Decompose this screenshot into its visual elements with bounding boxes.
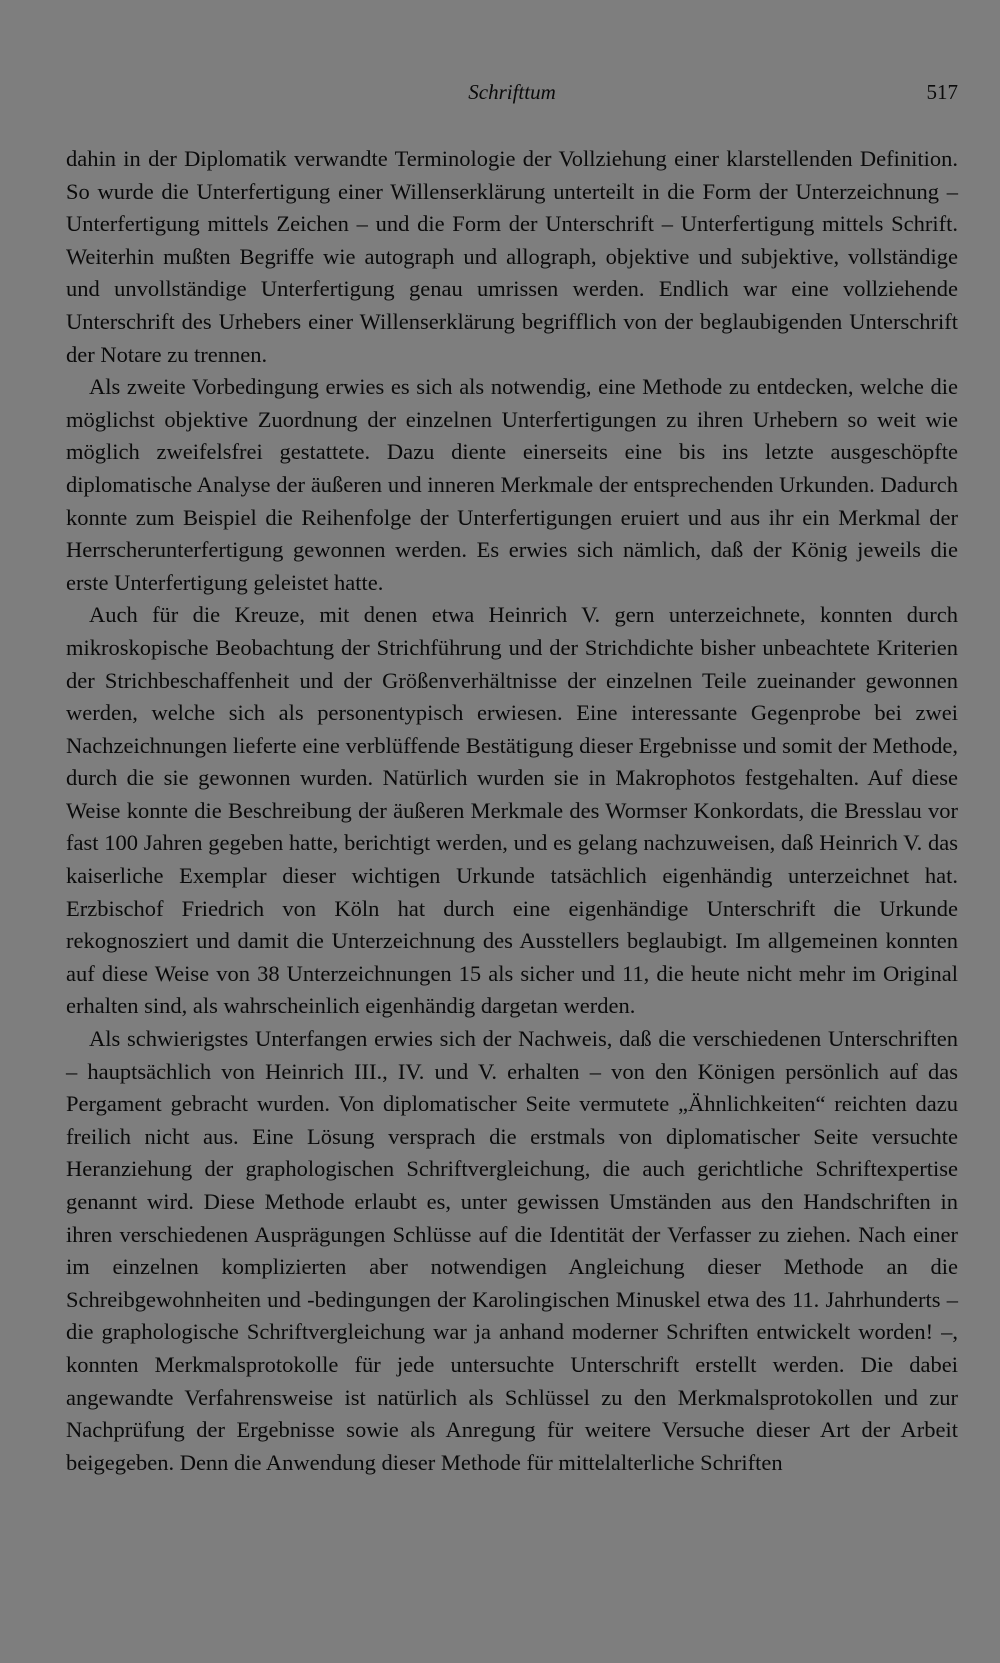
paragraph-3: Auch für die Kreuze, mit denen etwa Heinrich V. gern unterzeichnete, konnten durch mikroskopische Beobachtung der Strichführung und der Strichdichte bisher unbeachtete Kriterien der Strichbeschaffenheit und der Größenverhältnisse der einzelnen Teile zueinander gewonnen werden, welche sich als personentypisch erwiesen. Eine interessante Gegenprobe bei zwei Nachzeichnungen lieferte eine verblüffende Bestätigung dieser Ergebnisse und somit der Methode, durch die sie gewonnen wurden. Natürlich wurden sie in Makrophotos festgehalten. Auf diese Weise konnte die Beschreibung der äußeren Merkmale des Wormser Konkordats, die Bresslau vor fast 100 Jahren gegeben hatte, berichtigt werden, und es gelang nachzuweisen, daß Heinrich V. das kaiserliche Exemplar dieser wichtigen Urkunde tatsächlich eigenhändig unterzeichnet hat. Erzbischof Friedrich von Köln hat durch eine eigenhändige Unterschrift die Urkunde rekognosziert und damit die Unterzeichnung des Ausstellers beglaubigt. Im allgemeinen konnten auf diese Weise von 38 Unterzeichnungen 15 als sicher und 11, die heute nicht mehr im Original erhalten sind, als wahrscheinlich eigenhändig dargetan werden. — [66, 602, 958, 1019]
page-number: 517 — [926, 80, 958, 104]
running-title: Schrifttum — [468, 80, 556, 104]
paragraph-2: Als zweite Vorbedingung erwies es sich als notwendig, eine Methode zu entdecken, welche die möglichst objektive Zuordnung der einzelnen Unterfertigungen zu ihren Urhebern so weit wie möglich zweifelsfrei gestattete. Dazu diente einerseits eine bis ins letzte ausgeschöpfte diplomatische Analyse der äußeren und inneren Merkmale der entsprechenden Urkunden. Dadurch konnte zum Beispiel die Reihenfolge der Unterfertigungen eruiert und aus ihr ein Merkmal der Herrscherunterfertigung gewonnen werden. Es erwies sich nämlich, daß der König jeweils die erste Unterfertigung geleistet hatte. — [66, 374, 958, 595]
paragraph-1: dahin in der Diplomatik verwandte Terminologie der Vollziehung einer klarstellenden Definition. So wurde die Unterfertigung einer Willenserklärung unterteilt in die Form der Unterzeichnung – Unterfertigung mittels Zeichen – und die Form der Unterschrift – Unterfertigung mittels Schrift. Weiterhin mußten Begriffe wie autograph und allograph, objektive und subjektive, vollständige und unvollständige Unterfertigung genau umrissen werden. Endlich war eine vollziehende Unterschrift des Urhebers einer Willenserklärung begrifflich von der beglaubigenden Unterschrift der Notare zu trennen. — [66, 146, 958, 367]
running-head — [66, 80, 958, 110]
paragraph-4: Als schwierigstes Unterfangen erwies sich der Nachweis, daß die verschiedenen Unterschriften – hauptsächlich von Heinrich III., IV. und V. erhalten – von den Königen persönlich auf das Pergament gebracht wurden. Von diplomatischer Seite vermutete „Ähnlichkeiten“ reichten dazu freilich nicht aus. Eine Lösung versprach die erstmals von diplomatischer Seite versuchte Heranziehung der graphologischen Schriftvergleichung, die auch gerichtliche Schriftexpertise genannt wird. Diese Methode erlaubt es, unter gewissen Umständen aus den Handschriften in ihren verschiedenen Ausprägungen Schlüsse auf die Identität der Verfasser zu ziehen. Nach einer im einzelnen komplizierten aber notwendigen Angleichung dieser Methode an die Schreibgewohnheiten und -bedingungen der Karolingischen Minuskel etwa des 11. Jahrhunderts – die graphologische Schriftvergleichung war ja anhand moderner Schriften entwickelt worden! –, konnten Merkmalsprotokolle für jede untersuchte Unterschrift erstellt werden. Die dabei angewandte Verfahrensweise ist natürlich als Schlüssel zu den Merkmalsprotokollen und zur Nachprüfung der Ergebnisse sowie als Anregung für weitere Versuche dieser Art der Arbeit beigegeben. Denn die Anwendung dieser Methode für mittelalterliche Schriften — [66, 1026, 958, 1475]
body-text — [66, 143, 958, 1479]
